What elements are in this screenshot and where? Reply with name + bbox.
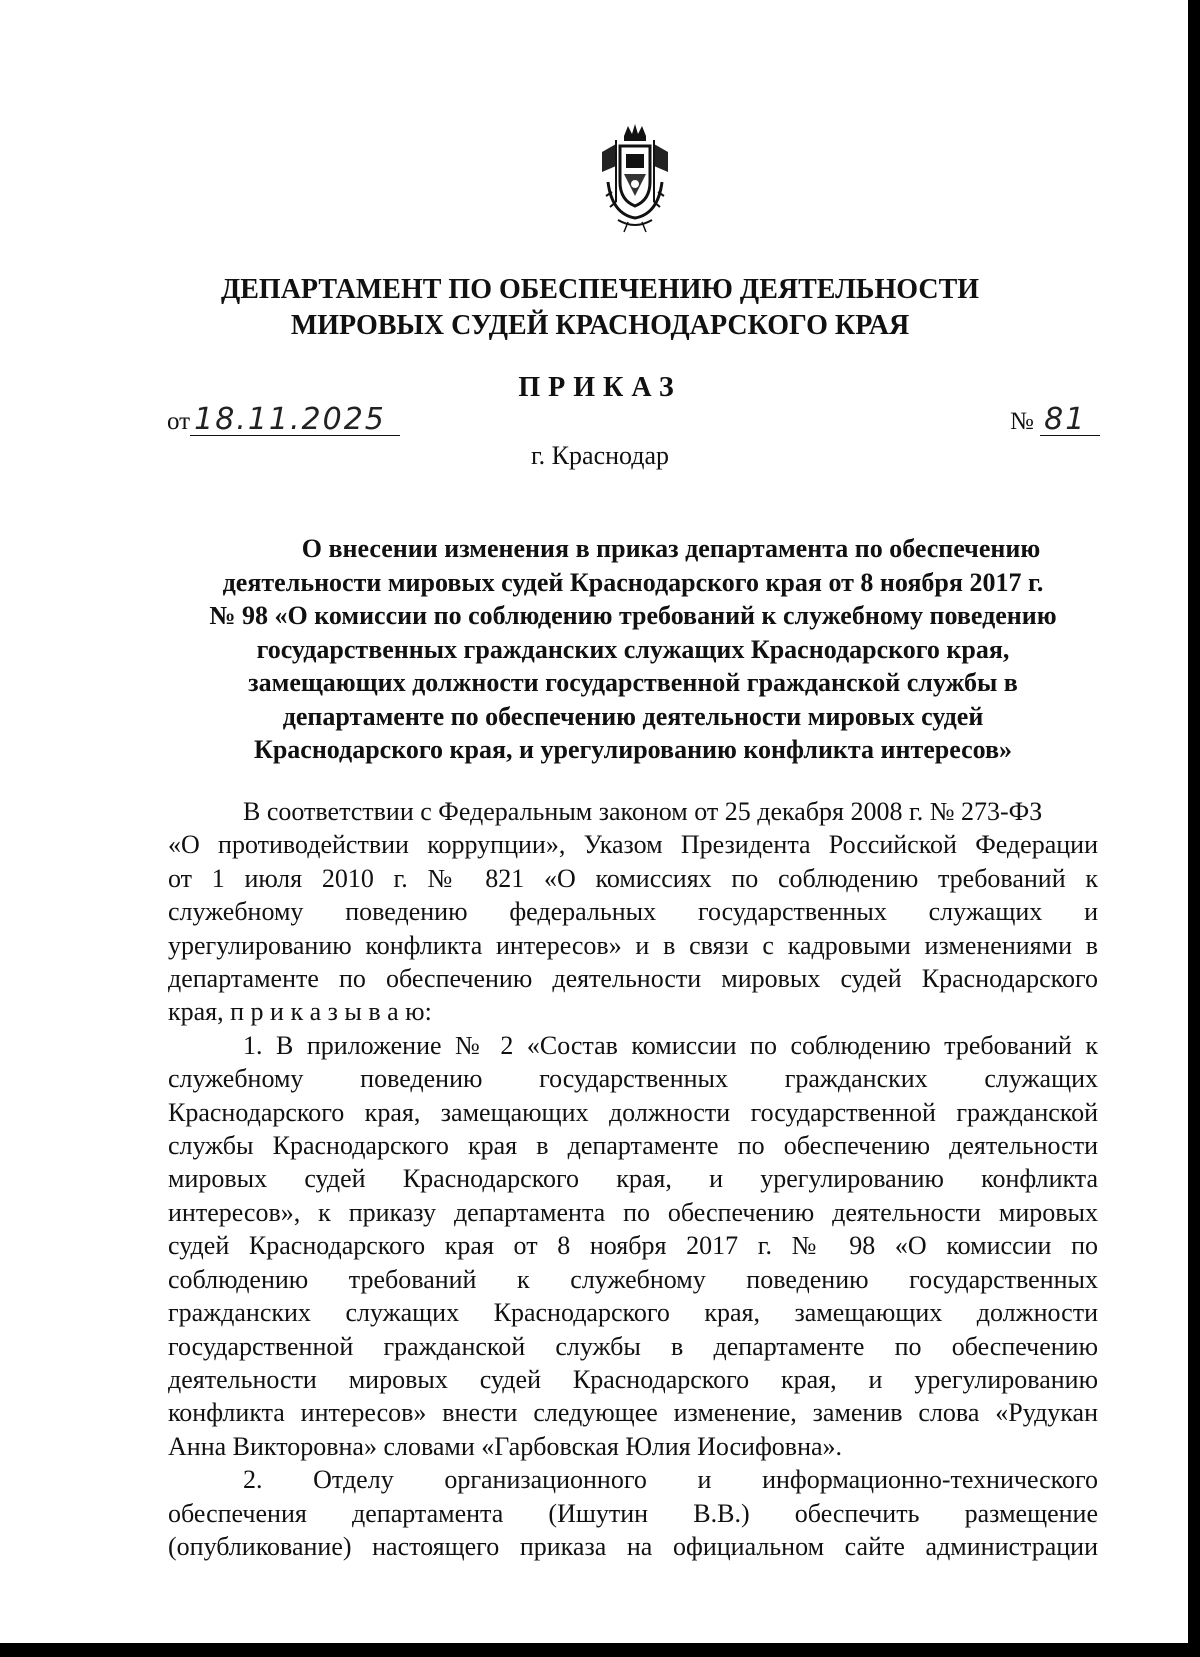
body-line: В соответствии с Федеральным законом от 25 декабря 2008 г. № 273-ФЗ xyxy=(243,797,1043,826)
department-title-line-1: ДЕПАРТАМЕНТ ПО ОБЕСПЕЧЕНИЮ ДЕЯТЕЛЬНОСТИ xyxy=(220,274,980,305)
body-line: служебному поведению федеральных государственных служащих и xyxy=(168,897,1098,927)
date-prefix: от xyxy=(167,408,191,435)
subject-line: О внесении изменения в приказ департамента по обеспечению xyxy=(301,534,1041,563)
body-line: урегулированию конфликта интересов» и в связи с кадровыми изменениями в xyxy=(168,930,1098,960)
order-body xyxy=(168,795,1098,1563)
scan-edge-right xyxy=(1188,0,1200,1657)
body-line: обеспечения департамента (Ишутин В.В.) обеспечить размещение xyxy=(168,1498,1098,1528)
order-subject xyxy=(168,532,1098,767)
body-line: Краснодарского края, замещающих должности государственной гражданской xyxy=(168,1097,1098,1127)
body-line: судей Краснодарского края от 8 ноября 2017 г. № 98 «О комиссии по xyxy=(168,1231,1098,1261)
department-title-line-2: МИРОВЫХ СУДЕЙ КРАСНОДАРСКОГО КРАЯ xyxy=(290,310,910,341)
body-line: «О противодействии коррупции», Указом Президента Российской Федерации xyxy=(168,830,1098,860)
krasnodar-coat-of-arms-icon xyxy=(594,122,676,234)
subject-line: государственных гражданских служащих Краснодарского края, xyxy=(256,634,1010,664)
body-line: департаменте по обеспечению деятельности мировых судей Краснодарского xyxy=(168,964,1098,994)
subject-line: деятельности мировых судей Краснодарского края от 8 ноября 2017 г. xyxy=(222,567,1044,597)
body-line: государственной гражданской службы в департаменте по обеспечению xyxy=(168,1331,1098,1361)
body-line: служебному поведению государственных гражданских служащих xyxy=(168,1064,1098,1094)
body-line: (опубликование) настоящего приказа на официальном сайте администрации xyxy=(168,1531,1098,1561)
body-line: края, п р и к а з ы в а ю: xyxy=(168,997,432,1027)
handwritten-number: 81 xyxy=(1040,405,1100,436)
subject-line: Краснодарского края, и урегулированию конфликта интересов» xyxy=(253,735,1013,764)
order-date xyxy=(167,402,400,437)
order-number xyxy=(1010,402,1100,437)
body-line: конфликта интересов» внести следующее изменение, заменив слова «Рудукан xyxy=(168,1398,1098,1428)
scan-edge-bottom xyxy=(0,1643,1200,1657)
subject-line: № 98 «О комиссии по соблюдению требований к служебному поведению xyxy=(209,601,1057,630)
document-type: ПРИКАЗ xyxy=(518,372,682,403)
subject-line: департаменте по обеспечению деятельности мировых судей xyxy=(282,701,984,731)
body-line: интересов», к приказу департамента по обеспечению деятельности мировых xyxy=(168,1197,1098,1227)
body-line: Анна Викторовна» словами «Гарбовская Юлия Иосифовна». xyxy=(168,1431,843,1461)
body-line: соблюдению требований к служебному поведению государственных xyxy=(168,1264,1098,1294)
body-line: 1. В приложение № 2 «Состав комиссии по соблюдению требований к xyxy=(243,1030,1098,1060)
handwritten-date: 18.11.2025 xyxy=(190,405,400,436)
subject-line: замещающих должности государственной гражданской службы в xyxy=(248,668,1018,697)
body-line: 2. Отделу организационного и информационно-технического xyxy=(243,1465,1098,1495)
city: г. Краснодар xyxy=(530,441,670,470)
body-line: мировых судей Краснодарского края, и урегулированию конфликта xyxy=(168,1164,1098,1194)
department-title xyxy=(100,272,1100,344)
body-line: деятельности мировых судей Краснодарского края, и урегулированию xyxy=(168,1364,1098,1394)
body-line: от 1 июля 2010 г. № 821 «О комиссиях по соблюдению требований к xyxy=(168,863,1098,893)
body-line: службы Краснодарского края в департаменте по обеспечению деятельности xyxy=(168,1131,1098,1161)
number-prefix: № xyxy=(1010,408,1034,435)
body-line: гражданских служащих Краснодарского края, замещающих должности xyxy=(168,1298,1098,1328)
